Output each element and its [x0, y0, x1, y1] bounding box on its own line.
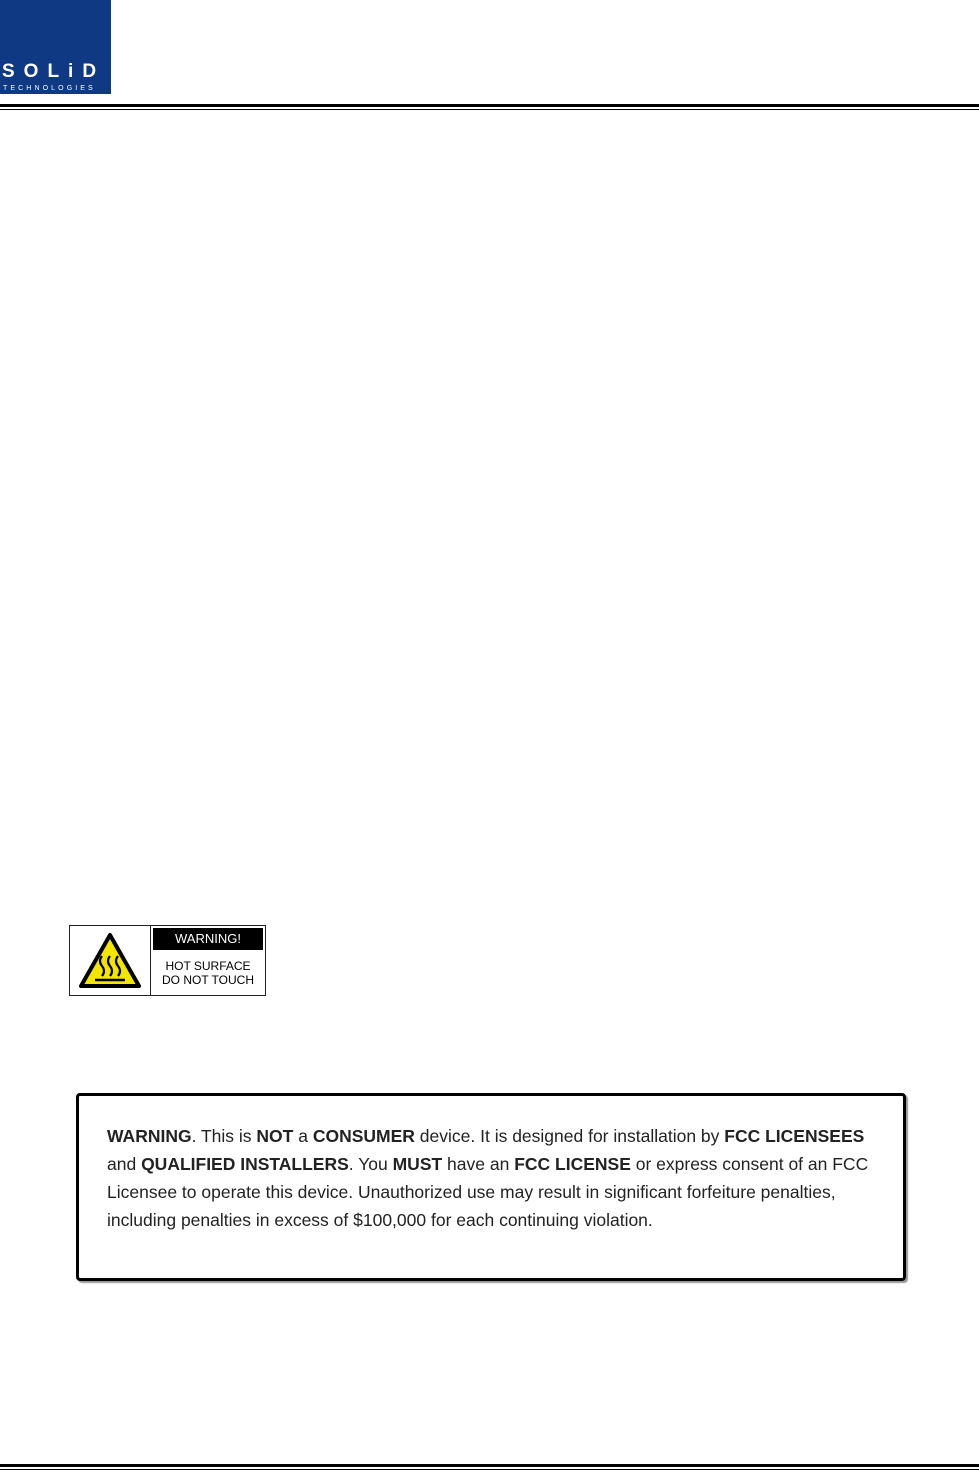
logo-wordmark: SOLiD — [2, 61, 106, 82]
fcc-bold-installers: QUALIFIED INSTALLERS — [141, 1154, 349, 1174]
hot-surface-text — [151, 950, 265, 995]
fcc-text-seg: have an — [442, 1154, 515, 1174]
fcc-warning-text — [107, 1122, 875, 1234]
warning-banner: WARNING! — [153, 928, 263, 950]
fcc-text-seg: . This is — [191, 1126, 257, 1146]
fcc-text-seg: a — [293, 1126, 313, 1146]
fcc-text-seg: and — [107, 1154, 142, 1174]
fcc-text-seg: or express consent of an FCC Licensee to operate this device. Unauthorized use may result in significant forfeiture penalties, including penalties in excess of $100,000 for each continuing violation. — [107, 1154, 869, 1230]
footer-rule-thick — [0, 1464, 979, 1467]
header-rule-thin — [0, 109, 979, 110]
hot-surface-line2: DO NOT TOUCH — [161, 972, 254, 987]
fcc-text-seg: device. It is designed for installation by — [414, 1126, 725, 1146]
fcc-text-seg: . You — [348, 1154, 393, 1174]
fcc-bold-consumer: CONSUMER — [312, 1126, 415, 1146]
hot-surface-line1: HOT SURFACE — [165, 958, 251, 973]
hot-surface-icon — [78, 932, 142, 990]
footer-rule-thin — [0, 1469, 979, 1470]
fcc-bold-must: MUST — [392, 1154, 443, 1174]
hot-surface-icon-cell — [70, 926, 151, 995]
fcc-warning-box — [76, 1093, 906, 1281]
fcc-warning-word: WARNING — [107, 1126, 192, 1146]
fcc-bold-licensees: FCC LICENSEES — [724, 1126, 865, 1146]
hot-surface-warning-label — [69, 925, 266, 996]
solid-logo — [0, 0, 111, 94]
header-rule-thick — [0, 104, 979, 107]
fcc-bold-license: FCC LICENSE — [514, 1154, 631, 1174]
fcc-bold-not: NOT — [256, 1126, 294, 1146]
hot-surface-text-cell — [151, 926, 265, 995]
logo-subtitle: TECHNOLOGIES — [3, 85, 96, 92]
